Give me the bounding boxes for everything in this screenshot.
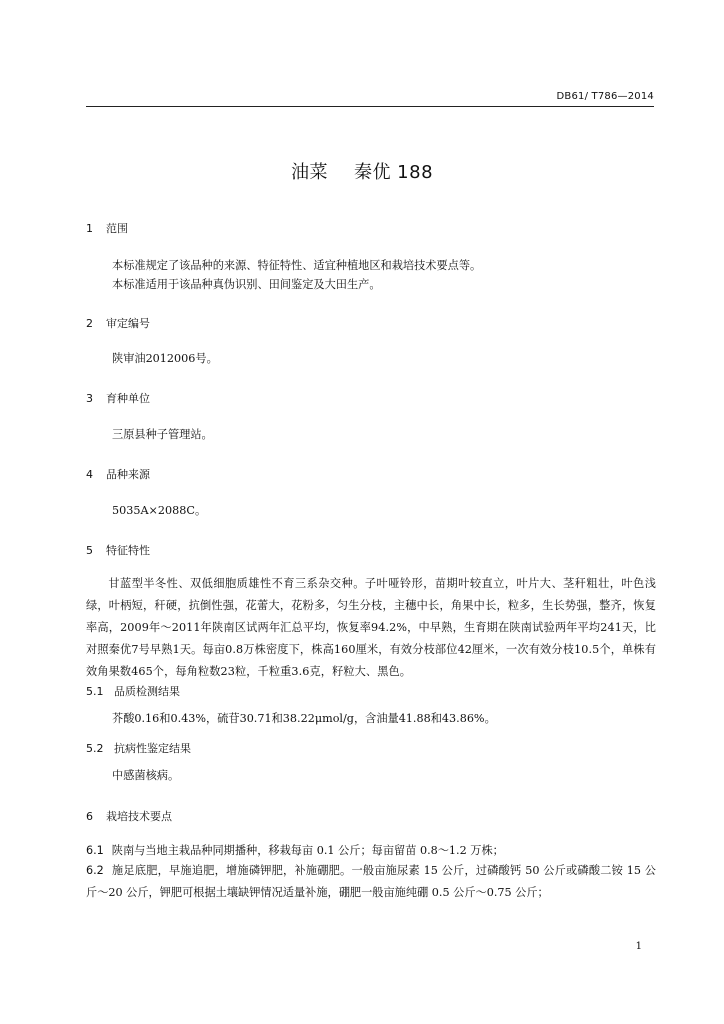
section-2-paragraph: 陕审油2012006号。 <box>112 352 218 365</box>
title-crop: 油菜 <box>290 162 328 183</box>
title-variety: 秦优 188 <box>353 162 434 183</box>
document-code: DB61/ T786—2014 <box>556 91 654 102</box>
section-1-paragraph-1: 本标准规定了该品种的来源、特征特性、适宜种植地区和栽培技术要点等。 <box>112 259 482 272</box>
header-rule <box>86 106 654 107</box>
document-title <box>0 158 724 184</box>
section-3-heading: 3 育种单位 <box>86 392 150 405</box>
section-6-item-2: 6.2 施足底肥，早施追肥，增施磷钾肥，补施硼肥。一般亩施尿素 15 公斤，过磷酸钙 50 公斤或磷酸二铵 15 公斤～20 公斤，钾肥可根据土壤缺钾情况适量补施，硼肥一般亩施纯硼 0.5 公斤～0.75 公斤； <box>86 864 656 899</box>
section-1-paragraph-2: 本标准适用于该品种真伪识别、田间鉴定及大田生产。 <box>112 278 381 291</box>
section-5-heading: 5 特征特性 <box>86 544 150 557</box>
section-3-paragraph: 三原县种子管理站。 <box>112 428 213 441</box>
section-5-paragraph: 甘蓝型半冬性、双低细胞质雄性不育三系杂交种。子叶哑铃形，苗期叶较直立，叶片大、茎秆粗壮，叶色浅绿，叶柄短，秆硬，抗倒性强，花蕾大，花粉多，匀生分枝，主穗中长，角果中长，粒多，生长势强，整齐，恢复率高，2009年～2011年陕南区试两年汇总平均，恢复率94.2%，中早熟，生育期在陕南试验两年平均241天，比对照秦优7号早熟1天。每亩0.8万株密度下，株高160厘米，有效分枝部位42厘米，一次有效分枝10.5个，单株有效角果数465个，每角粒数23粒，千粒重3.6克，籽粒大、黑色。 <box>86 577 656 678</box>
section-6-heading: 6 栽培技术要点 <box>86 810 172 823</box>
section-5-1-paragraph: 芥酸0.16和0.43%，硫苷30.71和38.22μmol/g，含油量41.88和43.86%。 <box>112 712 496 725</box>
item-label: 6.1 <box>86 844 104 857</box>
section-2-heading: 2 审定编号 <box>86 317 150 330</box>
section-5-2-heading: 5.2 抗病性鉴定结果 <box>86 742 191 755</box>
item-label: 6.2 <box>86 864 104 877</box>
section-4-heading: 4 品种来源 <box>86 468 150 481</box>
page-number: 1 <box>635 941 642 952</box>
section-5-2-paragraph: 中感菌核病。 <box>112 769 180 782</box>
section-4-paragraph: 5035A×2088C。 <box>112 504 207 517</box>
section-6-item-1: 6.1 陕南与当地主栽品种同期播种，移栽每亩 0.1 公斤；每亩留苗 0.8～1.2 万株； <box>86 844 504 857</box>
section-5-1-heading: 5.1 品质检测结果 <box>86 685 180 698</box>
section-1-heading: 1 范围 <box>86 222 128 235</box>
